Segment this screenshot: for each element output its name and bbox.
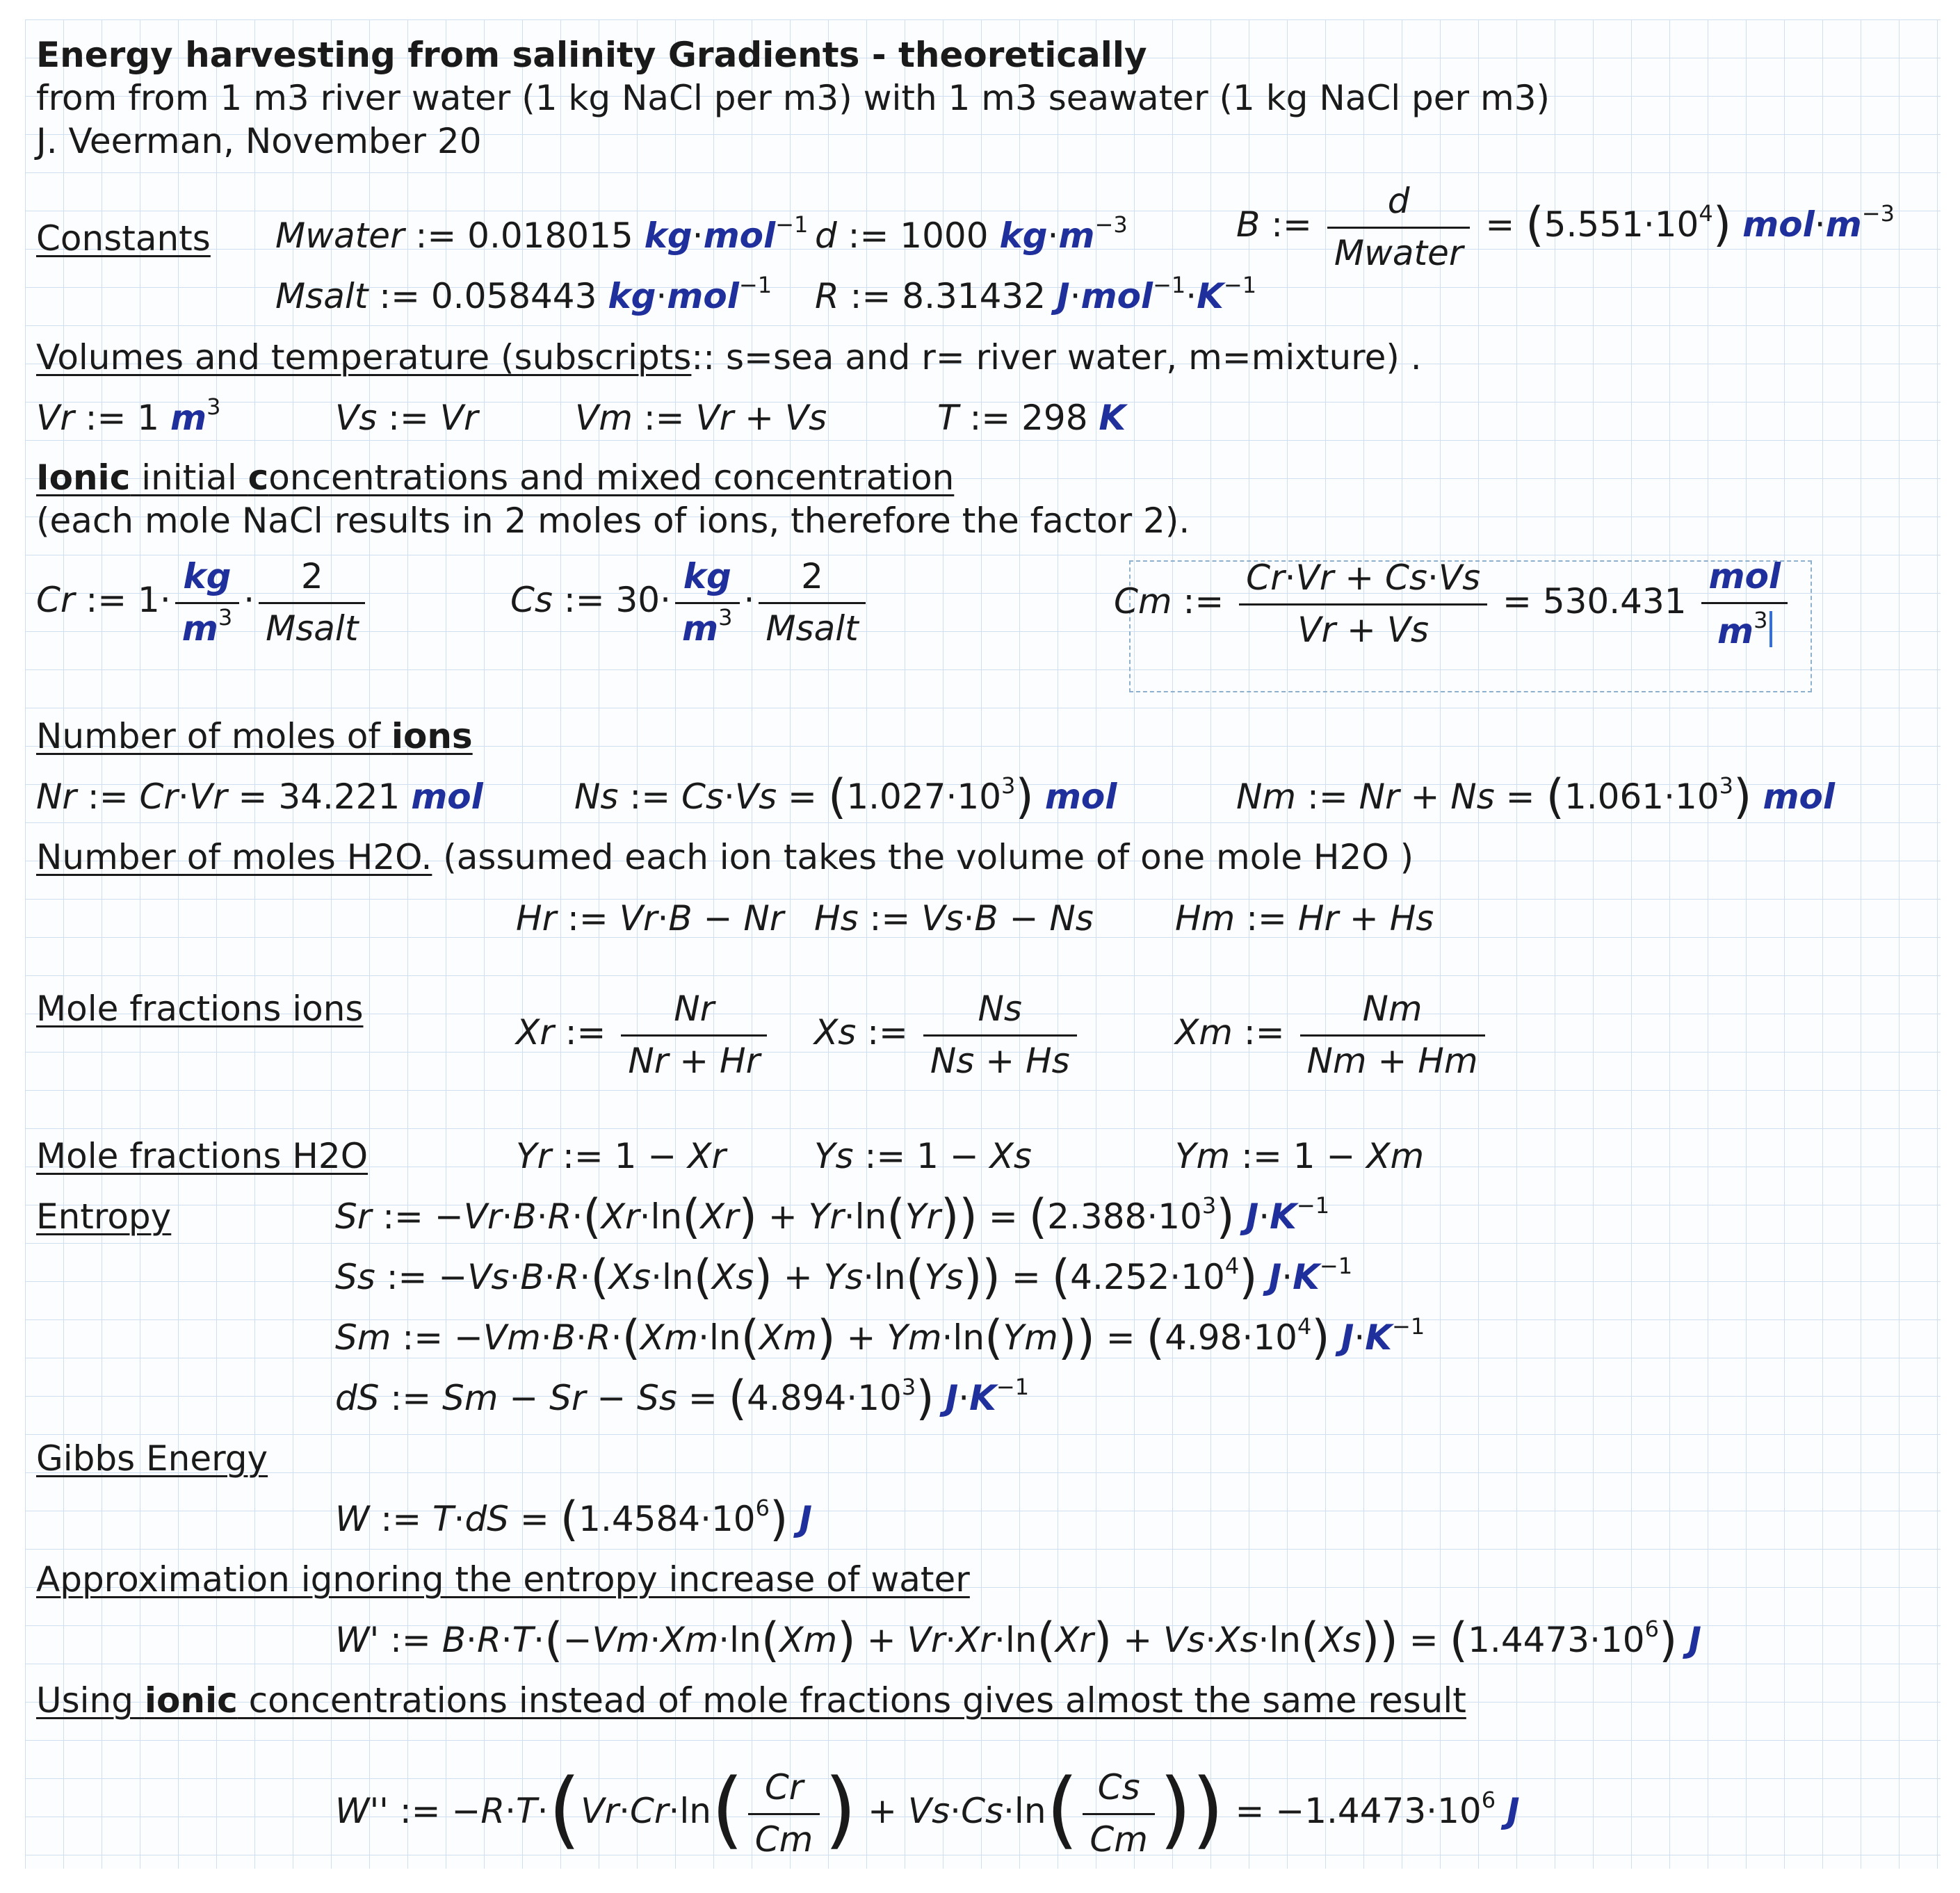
vr-value: 1 xyxy=(137,398,160,438)
eq-r[interactable]: R := 8.31432 $J\cdot mol^{-1}\cdot K^{-1}$ xyxy=(815,272,1257,316)
section-using-ionic: Using ionic concentrations instead of mole fractions gives almost the same result xyxy=(36,1680,1466,1721)
worksheet xyxy=(25,19,1941,1869)
b-mantissa: 5.551 xyxy=(1544,204,1644,245)
msalt-value: 0.058443 xyxy=(430,276,597,316)
eq-sm[interactable]: Sm := $-Vm\cdot B\cdot R\cdot(Xm\cdot\ln(Xm) + Ym\cdot\ln(Ym)) = (4.98\cdot 10^4)$ $J\cdot K^{-1}$ xyxy=(335,1310,1425,1365)
eq-mwater[interactable]: Mwater := 0.018015 kg·mol$^{-1}$ xyxy=(275,211,809,256)
text-cursor xyxy=(1769,611,1772,647)
eq-hr[interactable]: Hr := Vr·B − Nr xyxy=(516,898,784,939)
eq-vr[interactable]: Vr := 1 $m^3$ xyxy=(36,393,221,438)
section-volumes: Volumes and temperature (subscripts:: s=sea and r= river water, m=mixture) . xyxy=(36,337,1422,377)
density-value: 1000 xyxy=(900,216,989,256)
eq-cs[interactable]: Cs := 30· $\frac{kg}{m^3}$ · 2 Msalt xyxy=(510,559,870,646)
eq-ns[interactable]: Ns := $Cs\cdot Vs = (1.027\cdot 10^3)$ mol xyxy=(574,770,1117,824)
r-value: 8.31432 xyxy=(902,276,1046,316)
eq-ss[interactable]: Ss := $-Vs\cdot B\cdot R\cdot(Xs\cdot\ln(Xs) + Ys\cdot\ln(Ys)) = (4.252\cdot 10^4)$ $J\cdot K^{-1}$ xyxy=(335,1250,1353,1305)
eq-w[interactable]: W := $T\cdot dS = (1.4584\cdot 10^6)$ J xyxy=(335,1492,813,1547)
eq-xm[interactable]: Xm := $\frac{Nm}{Nm + Hm}$ xyxy=(1175,991,1489,1078)
section-ionic: Ionic initial concentrations and mixed concentration xyxy=(36,457,955,498)
eq-ym[interactable]: Ym := 1 − Xm xyxy=(1175,1136,1425,1176)
section-entropy: Entropy xyxy=(36,1196,172,1237)
eq-ds[interactable]: dS := $Sm - Sr - Ss = (4.894\cdot 10^3)$ $J\cdot K^{-1}$ xyxy=(335,1371,1030,1426)
eq-vs[interactable]: Vs := Vr xyxy=(335,398,478,438)
eq-t[interactable]: T := 298 K xyxy=(937,398,1126,438)
eq-hs[interactable]: Hs := Vs·B − Ns xyxy=(814,898,1094,939)
section-mole-fractions-h2o: Mole fractions H2O xyxy=(36,1136,368,1176)
eq-cm[interactable]: Cm := $\frac{Cr\cdot Vr + Cs\cdot Vs}{Vr + Vs}$ = 530.431 mol $m^3$ xyxy=(1114,559,1792,649)
section-moles-ions: Number of moles of ions xyxy=(36,716,473,756)
eq-ys[interactable]: Ys := 1 − Xs xyxy=(814,1136,1032,1176)
eq-nm[interactable]: Nm := $Nr + Ns = (1.061\cdot 10^3)$ mol xyxy=(1236,770,1836,824)
section-constants: Constants xyxy=(36,218,211,259)
eq-xr[interactable]: Xr := $\frac{Nr}{Nr + Hr}$ xyxy=(516,991,771,1078)
eq-w-prime[interactable]: W' := $B\cdot R\cdot T\cdot(-Vm\cdot Xm\cdot\ln(Xm) + Vr\cdot Xr\cdot\ln(Xr) + Vs\cdot Xs\cdot\ln(Xs)) = (1.4473\cdot 10^6)$ J xyxy=(335,1613,1701,1668)
eq-w-double-prime[interactable]: W'' := −R·T·(Vr·Cr·ln( $\frac{Cr}{Cm}$ ) + Vs·Cs·ln( $\frac{Cs}{Cm}$ )) = $-1.4473\cdot 10^6$ J xyxy=(335,1762,1520,1860)
eq-msalt[interactable]: Msalt := 0.058443 kg·mol$^{-1}$ xyxy=(275,272,772,316)
nr-value: 34.221 xyxy=(278,777,400,817)
eq-xs[interactable]: Xs := $\frac{Ns}{Ns + Hs}$ xyxy=(814,991,1081,1078)
b-exponent: 4 xyxy=(1699,200,1713,227)
t-value: 298 xyxy=(1021,398,1088,438)
eq-nr[interactable]: Nr := Cr·Vr = 34.221 mol xyxy=(36,777,483,817)
section-approximation: Approximation ignoring the entropy increase of water xyxy=(36,1559,970,1600)
section-mole-fractions-ions: Mole fractions ions xyxy=(36,989,364,1029)
eq-sr[interactable]: Sr := $-Vr\cdot B\cdot R\cdot(Xr\cdot\ln(Xr) + Yr\cdot\ln(Yr)) = (2.388\cdot 10^3)$ $J\cdot K^{-1}$ xyxy=(335,1189,1330,1244)
section-moles-h2o: Number of moles H2O. (assumed each ion takes the volume of one mole H2O ) xyxy=(36,837,1414,877)
author-line: J. Veerman, November 20 xyxy=(36,121,482,161)
section-gibbs: Gibbs Energy xyxy=(36,1438,268,1479)
eq-cr[interactable]: Cr := 1· $\frac{kg}{m^3}$ · 2 Msalt xyxy=(36,559,369,646)
page-subtitle: from from 1 m3 river water (1 kg NaCl per m3) with 1 m3 seawater (1 kg NaCl per m3) xyxy=(36,78,1550,118)
page-title: Energy harvesting from salinity Gradients - theoretically xyxy=(36,35,1147,75)
ionic-note: (each mole NaCl results in 2 moles of ions, therefore the factor 2). xyxy=(36,501,1190,541)
eq-hm[interactable]: Hm := Hr + Hs xyxy=(1175,898,1434,939)
eq-b[interactable]: B := d Mwater = $(5.551\cdot 10^4)$ $mol\cdot m^{-3}$ xyxy=(1236,181,1895,273)
mwater-value: 0.018015 xyxy=(467,216,633,256)
cm-value: 530.431 xyxy=(1542,581,1687,621)
eq-vm[interactable]: Vm := Vr + Vs xyxy=(575,398,827,438)
eq-yr[interactable]: Yr := 1 − Xr xyxy=(516,1136,726,1176)
eq-density[interactable]: d := 1000 $kg\cdot m^{-3}$ xyxy=(815,211,1128,256)
